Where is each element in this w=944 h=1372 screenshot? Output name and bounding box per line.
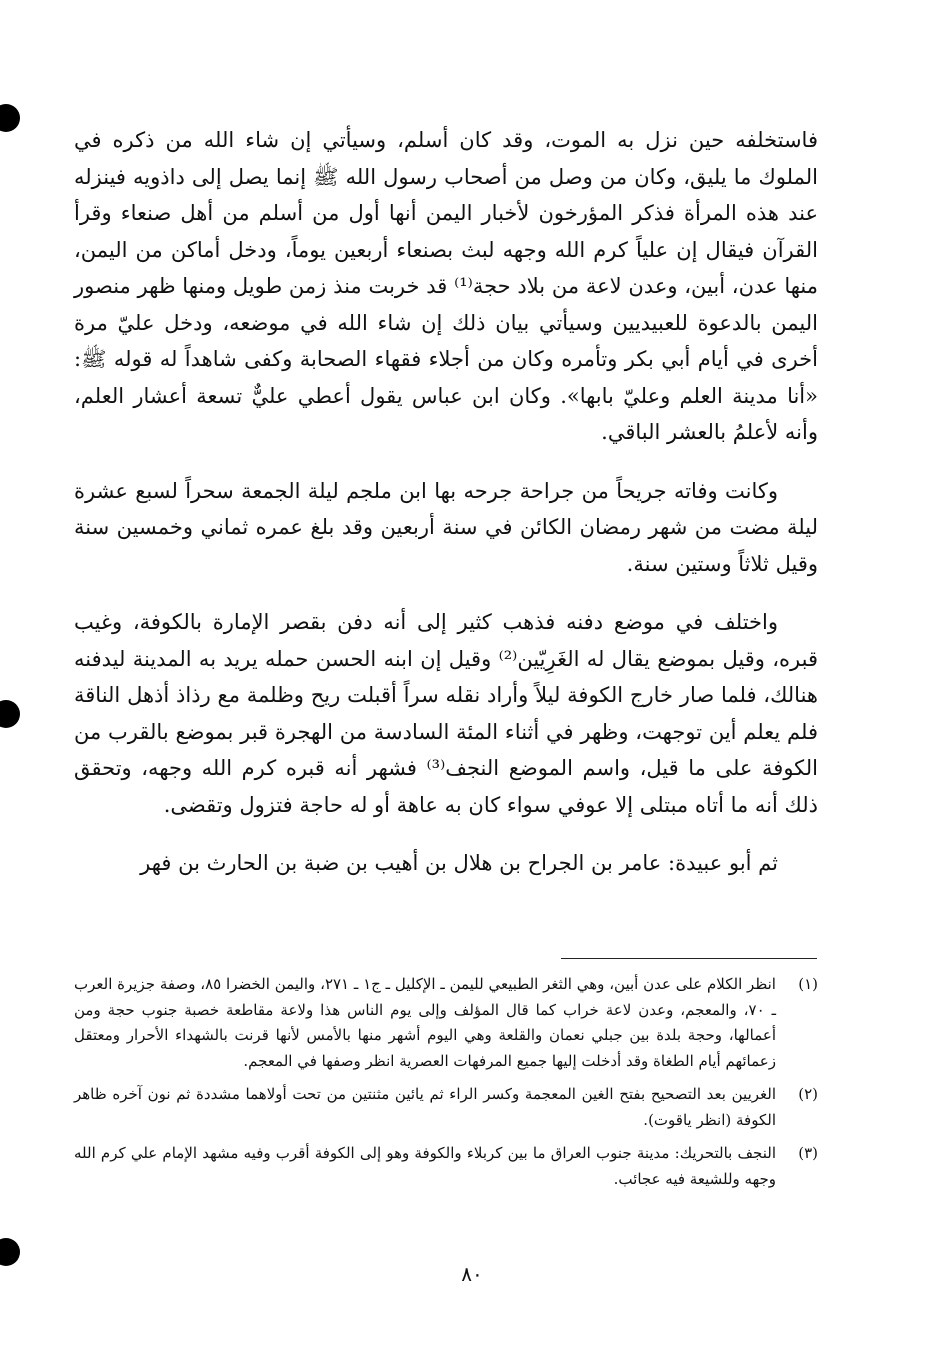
footnote-number: (٢)	[798, 1085, 818, 1103]
footnote	[74, 1141, 818, 1192]
footnote	[74, 1082, 818, 1133]
page-number: ٨٠	[461, 1262, 483, 1286]
footnote-number: (٣)	[798, 1144, 818, 1162]
paragraph: وكانت وفاته جريحاً من جراحة جرحه بها ابن ملجم ليلة الجمعة سحراً لسبع عشرة ليلة مضت من شهر رمضان الكائن في سنة أربعين وقد بلغ عمره ثماني وخمسين سنة وقيل ثلاثاً وستين سنة.	[74, 478, 818, 576]
footnote-text: الغريين بعد التصحيح بفتح الغين المعجمة وكسر الراء ثم يائين مثنتين من تحت أولاهما مشددة ثم نون آخره ظاهر الكوفة (انظر ياقوت).	[74, 1085, 776, 1129]
footnote-separator	[561, 958, 817, 959]
binder-hole-top	[0, 104, 20, 132]
footnotes	[74, 972, 818, 1200]
footnote-text: انظر الكلام على عدن أبين، وهي الثغر الطبيعي لليمن ـ الإكليل ـ ج١ ـ ٢٧١، واليمن الخضرا ٨٥، وصفة جزيرة العرب ـ ٧٠، والمعجم، وعدن لاعة خراب كما قال المؤلف وإلى يوم الناس هذا ولاعة مقاطعة خصبة جنوب حجة ومن أعمالها، وحجة بلدة بين جبلي نعمان والقلعة وهي اليوم أشهر منها بالأمس لأنها قرنت بالشهداء الأحرار ومعتقل زعمائهم أيام الطغاة وقد أدخلت إليها جميع المرفهات العصرية انظر وصفها في المعجم.	[74, 975, 776, 1070]
paragraph: واختلف في موضع دفنه فذهب كثير إلى أنه دفن بقصر الإمارة بالكوفة، وغيب قبره، وقيل بموضع يقال له الغَرِيّين⁽²⁾ وقيل إن ابنه الحسن حمله يريد به المدينة ليدفنه هنالك، فلما صار خارج الكوفة ليلاً وأراد نقله سراً أقبلت ريح وظلمة مع رذاذ أذهل الناقة فلم يعلم أين توجهت، وظهر في أثناء المئة السادسة من الهجرة قبر بموضع بالقرب من الكوفة على ما قيل، واسم الموضع النجف⁽³⁾ فشهر أنه قبره كرم الله وجهه، وتحقق ذلك أنه ما أتاه مبتلى إلا عوفي سواء كان به عاهة أو له حاجة فتزول وتقضى.	[74, 610, 818, 817]
paragraph: ثم أبو عبيدة: عامر بن الجراح بن هلال بن أهيب بن ضبة بن الحارث بن فهر	[140, 851, 778, 875]
binder-hole-middle	[0, 700, 20, 728]
footnote-text: النجف بالتحريك: مدينة جنوب العراق ما بين كربلاء والكوفة وهو إلى الكوفة أقرب وفيه مشهد الإمام علي كرم الله وجهه وللشيعة فيه عجائب.	[74, 1144, 776, 1188]
paragraph: فاستخلفه حين نزل به الموت، وقد كان أسلم، وسيأتي إن شاء الله من ذكره في الملوك ما يليق، وكان من وصل من أصحاب رسول الله ﷺ إنما يصل إلى داذويه فينزله عند هذه المرأة فذكر المؤرخون لأخبار اليمن أنها أول من أسلم من أهل صنعاء وقرأ القرآن فيقال إن علياً كرم الله وجهه لبث بصنعاء أربعين يوماً، ودخل أماكن من اليمن، منها عدن، أبين، وعدن لاعة من بلاد حجة⁽¹⁾ قد خربت منذ زمن طويل ومنها ظهر منصور اليمن بالدعوة للعبيديين وسيأتي بيان ذلك إن شاء الله في موضعه، ودخل عليّ مرة أخرى في أيام أبي بكر وتأمره وكان من أجلاء فقهاء الصحابة وكفى شاهداً له قوله ﷺ: «أنا مدينة العلم وعليّ بابها». وكان ابن عباس يقول أعطي عليٌّ تسعة أعشار العلم، وأنه لأعلمُ بالعشر الباقي.	[74, 128, 818, 444]
footnote	[74, 972, 818, 1074]
main-text	[74, 122, 818, 904]
footnote-number: (١)	[798, 975, 818, 993]
